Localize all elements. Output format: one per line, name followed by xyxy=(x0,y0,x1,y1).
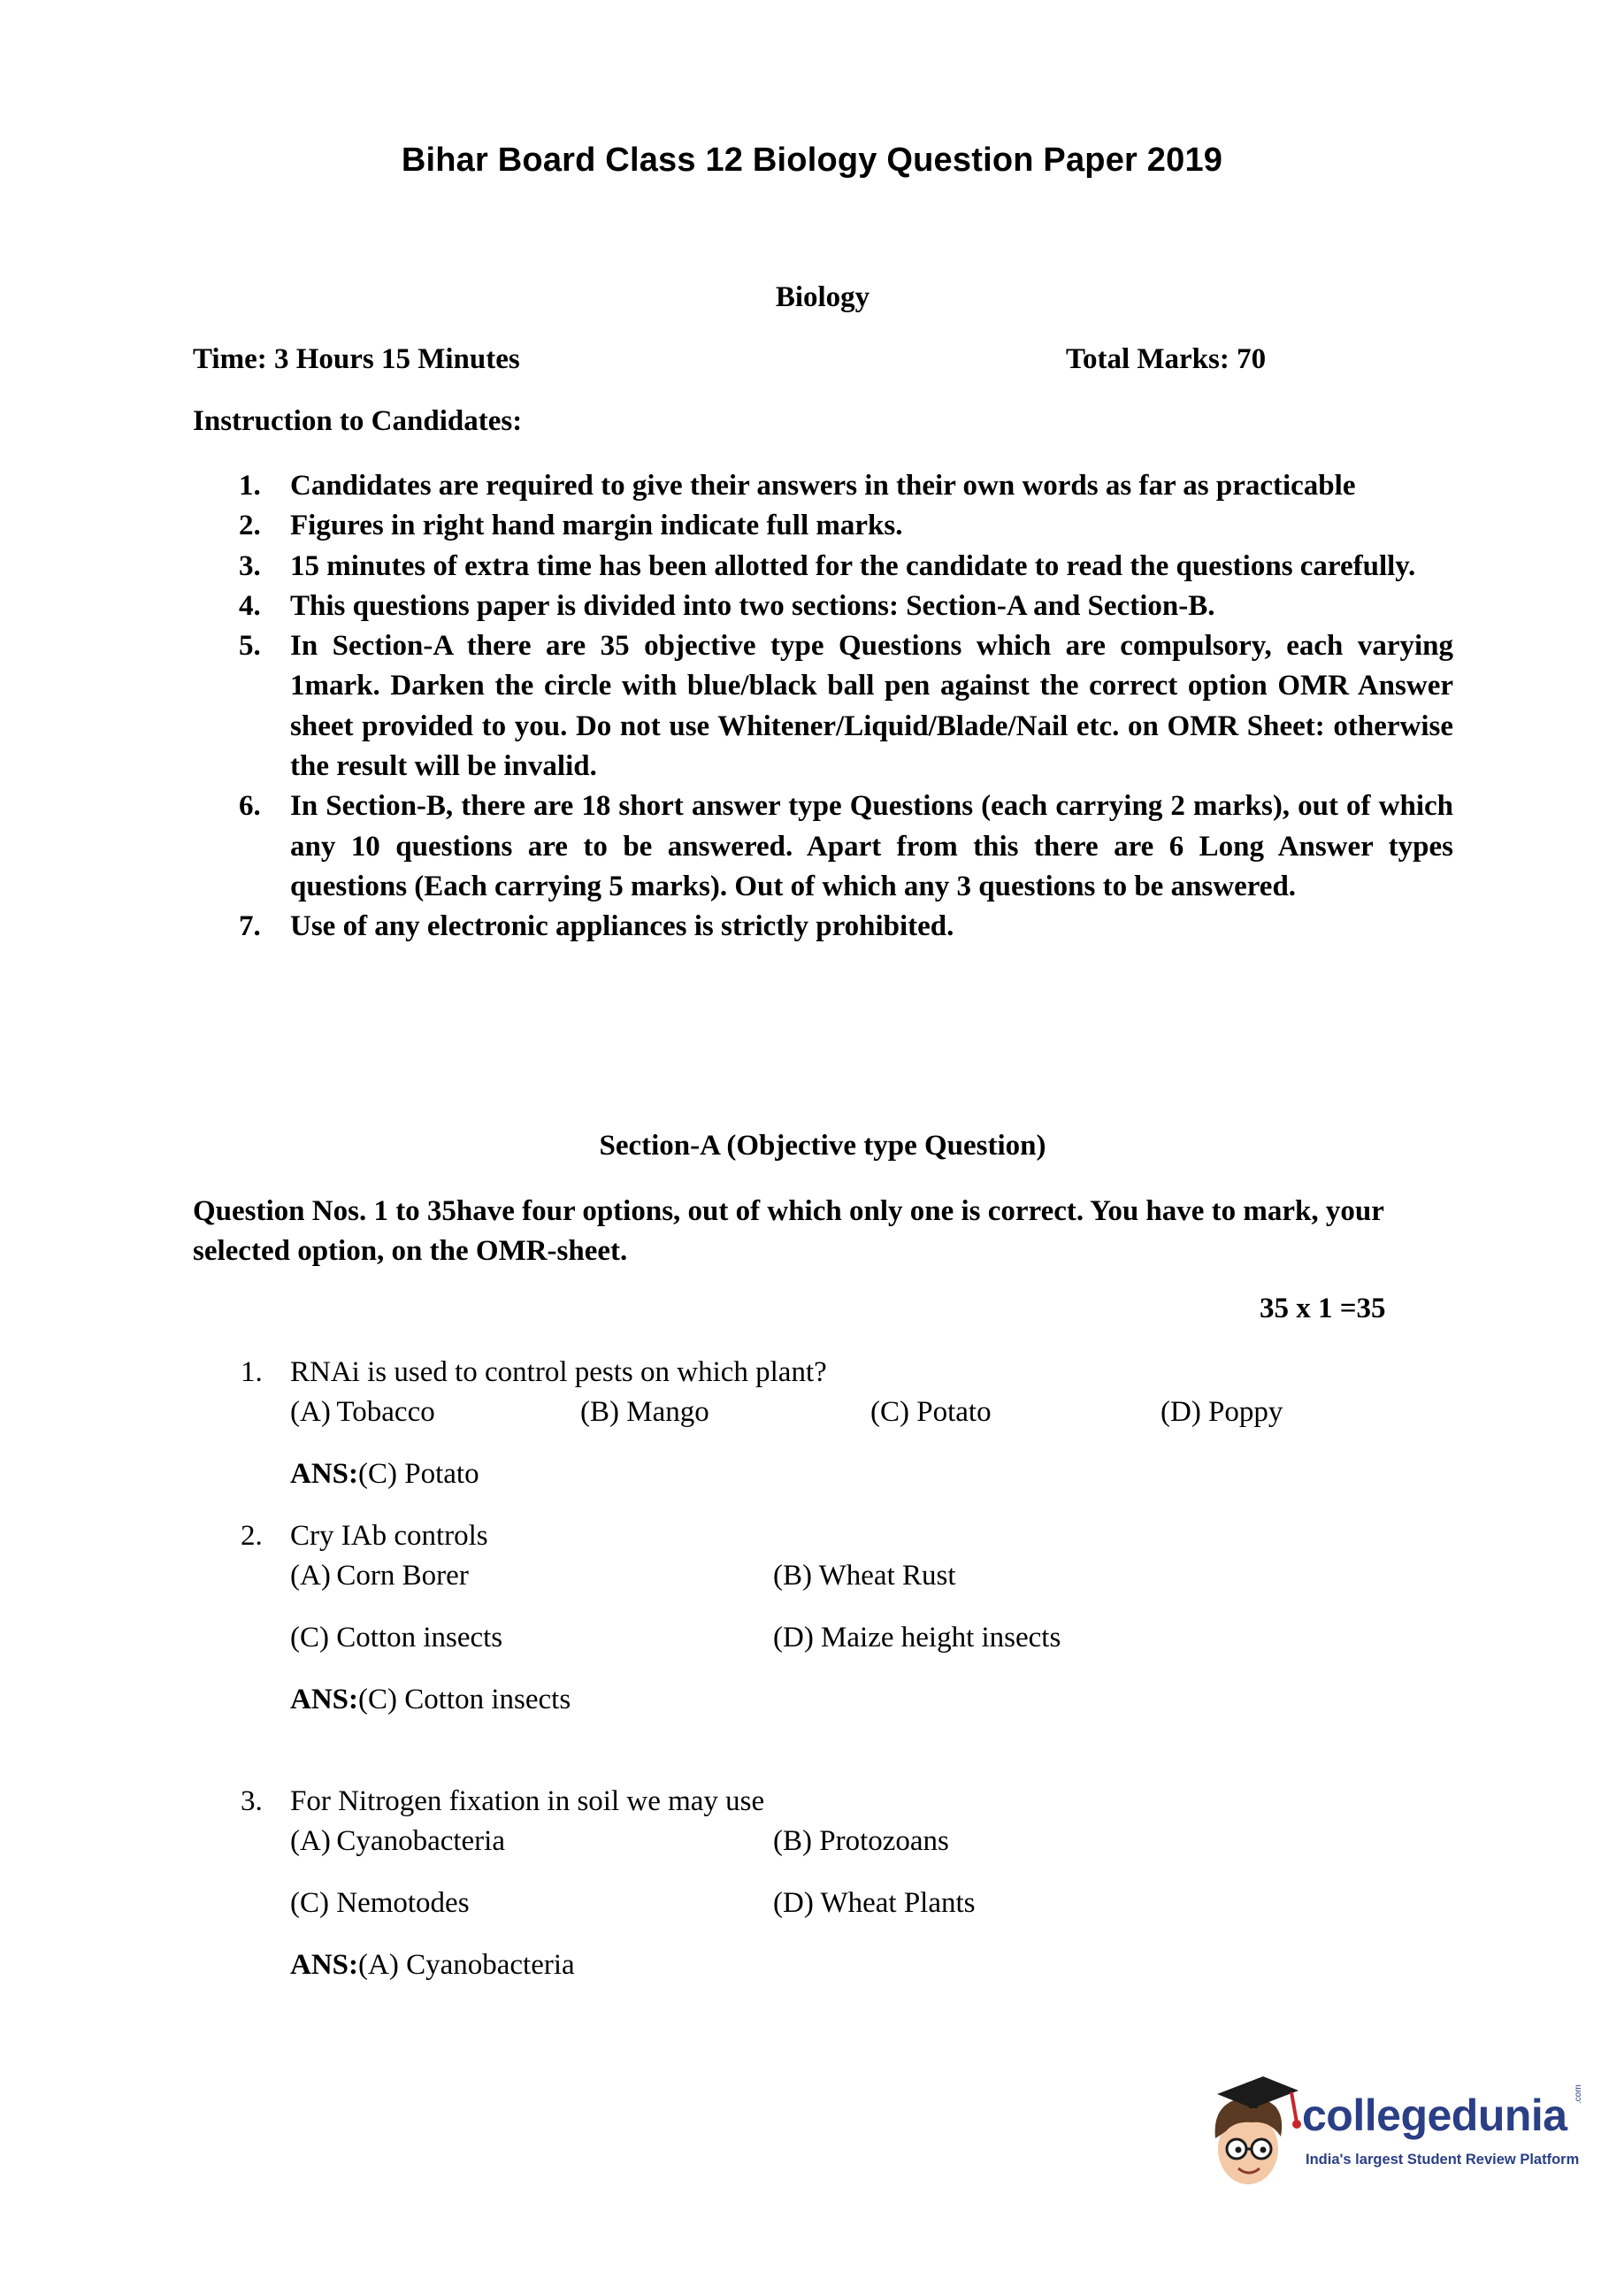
time-allowed: Time: 3 Hours 15 Minutes xyxy=(193,343,520,375)
instructions-list xyxy=(239,466,1453,948)
answer: ANS:(C) Cotton insects xyxy=(290,1684,571,1715)
instruction-item: 7. Use of any electronic appliances is strictly prohibited. xyxy=(239,910,954,943)
instruction-item: 6. In Section-B, there are 18 short answer type Questions (each carrying 2 marks), out of which any 10 questions are to be answered. Apart from this there are 6 Long Answer types questions (Each carrying 5 marks). Out of which any 3 questions to be answered. xyxy=(239,790,1453,902)
logo-tagline: India's largest Student Review Platform xyxy=(1306,2152,1580,2168)
instructions-heading: Instruction to Candidates: xyxy=(193,405,523,437)
instruction-item: 5. In Section-A there are 35 objective type Questions which are compulsory, each varying 1mark. Darken the circle with blue/black ball pen against the correct option OMR Answer sheet provided to you. Do not use Whitener/Liquid/Blade/Nail etc. on OMR Sheet: otherwise the result will be invalid. xyxy=(239,630,1453,783)
section-a-note: Question Nos. 1 to 35have four options, out of which only one is correct. You have to mark, your selected option, on the OMR-sheet. xyxy=(193,1195,1384,1267)
paper-title: Bihar Board Class 12 Biology Question Paper 2019 xyxy=(401,142,1223,179)
answer: ANS:(A) Cyanobacteria xyxy=(290,1949,575,1981)
question-text: Cry IAb controls xyxy=(290,1520,488,1552)
option-a: (A) Cyanobacteria xyxy=(290,1825,505,1857)
logo-wordmark: collegedunia xyxy=(1302,2091,1567,2140)
question-number: 2. xyxy=(241,1520,263,1552)
option-d: (D) Maize height insects xyxy=(773,1622,1061,1654)
option-c: (C) Potato xyxy=(870,1396,992,1428)
instruction-item: 3. 15 minutes of extra time has been allotted for the candidate to read the questions carefully. xyxy=(239,549,1416,582)
option-c: (C) Nemotodes xyxy=(290,1887,470,1919)
option-a: (A) Corn Borer xyxy=(290,1560,469,1592)
logo-suffix: .com xyxy=(1574,2084,1583,2104)
option-c: (C) Cotton insects xyxy=(290,1622,503,1654)
option-d: (D) Poppy xyxy=(1161,1396,1283,1428)
option-b: (B) Wheat Rust xyxy=(773,1560,956,1592)
total-marks: Total Marks: 70 xyxy=(1066,343,1267,375)
question-text: For Nitrogen fixation in soil we may use xyxy=(290,1785,765,1817)
instruction-item: 2. Figures in right hand margin indicate full marks. xyxy=(239,510,903,542)
question-number: 3. xyxy=(241,1785,263,1817)
subject-heading: Biology xyxy=(775,281,870,313)
answer: ANS:(C) Potato xyxy=(290,1458,479,1490)
section-a-title: Section-A (Objective type Question) xyxy=(599,1130,1046,1162)
option-b: (B) Mango xyxy=(580,1396,709,1428)
option-a: (A) Tobacco xyxy=(290,1396,435,1428)
instruction-item: 4. This questions paper is divided into two sections: Section-A and Section-B. xyxy=(239,589,1215,622)
section-a-score: 35 x 1 =35 xyxy=(1260,1293,1386,1324)
mascot-icon xyxy=(1199,2068,1306,2191)
option-b: (B) Protozoans xyxy=(773,1825,949,1857)
question-number: 1. xyxy=(241,1356,263,1388)
instruction-item: 1. Candidates are required to give their answers in their own words as far as practicable xyxy=(239,470,1356,502)
question-text: RNAi is used to control pests on which plant? xyxy=(290,1356,827,1388)
option-d: (D) Wheat Plants xyxy=(773,1887,976,1919)
